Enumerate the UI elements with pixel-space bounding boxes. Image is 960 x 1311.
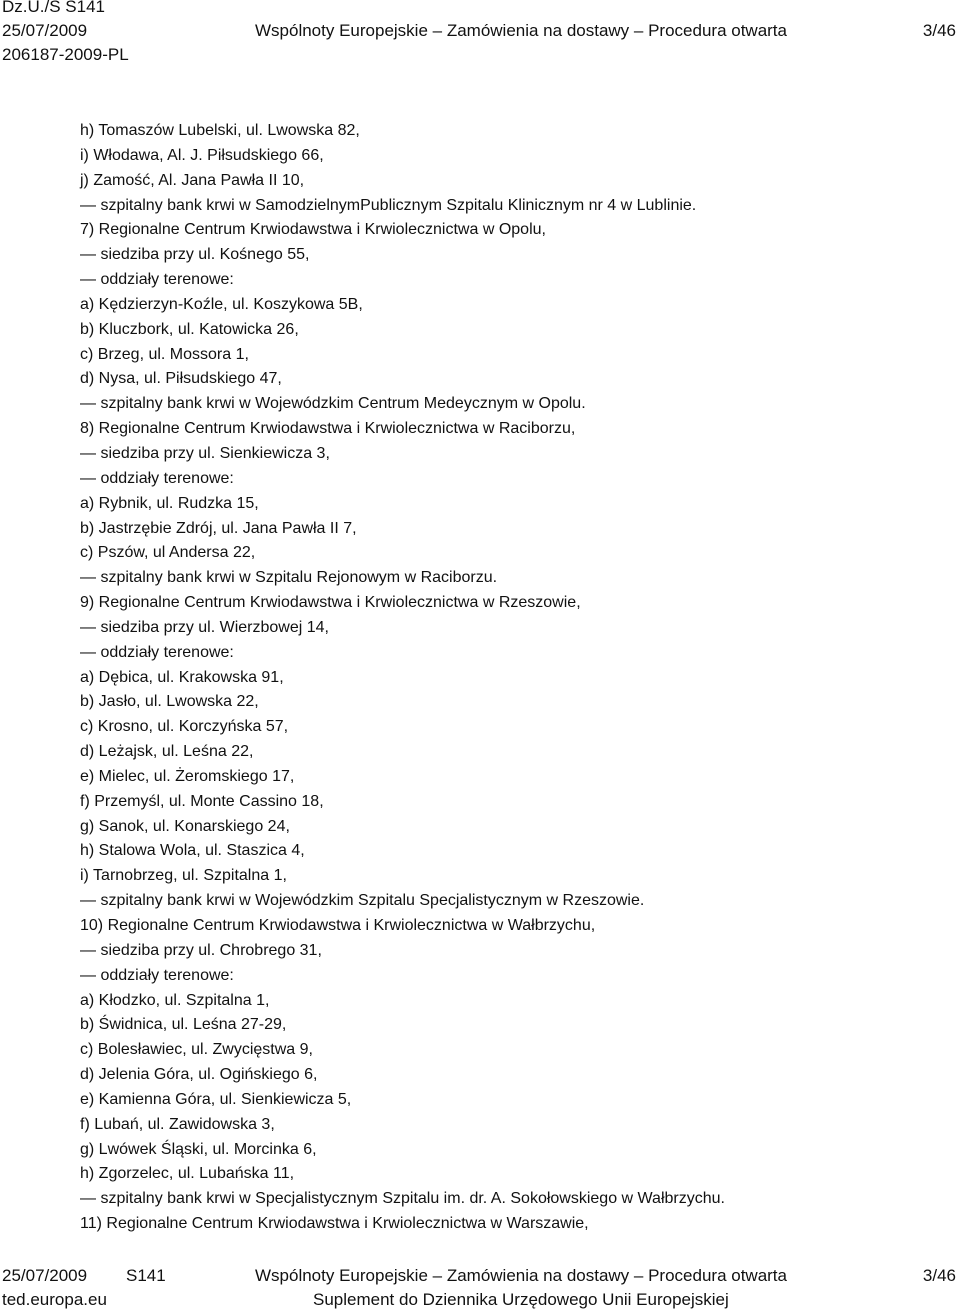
text-line: d) Leżajsk, ul. Leśna 22, xyxy=(80,743,254,761)
text-line: 11) Regionalne Centrum Krwiodawstwa i Krwiolecznictwa w Warszawie, xyxy=(80,1215,589,1233)
text-line: g) Lwówek Śląski, ul. Morcinka 6, xyxy=(80,1140,317,1158)
text-line: h) Stalowa Wola, ul. Staszica 4, xyxy=(80,842,305,860)
text-line: g) Sanok, ul. Konarskiego 24, xyxy=(80,817,290,835)
text-line: — szpitalny bank krwi w Szpitalu Rejonowym w Raciborzu. xyxy=(80,569,498,587)
footer-site-link[interactable]: ted.europa.eu xyxy=(2,1290,107,1309)
header-page-number: 3/46 xyxy=(922,21,956,40)
text-line: b) Świdnica, ul. Leśna 27-29, xyxy=(80,1016,287,1034)
text-line: b) Kluczbork, ul. Katowicka 26, xyxy=(80,320,299,338)
text-line: f) Przemyśl, ul. Monte Cassino 18, xyxy=(80,792,324,810)
text-line: a) Kędzierzyn-Koźle, ul. Koszykowa 5B, xyxy=(80,295,363,313)
document-body xyxy=(80,119,940,1237)
text-line: e) Kamienna Góra, ul. Sienkiewicza 5, xyxy=(80,1090,352,1108)
page-footer xyxy=(0,1264,960,1311)
text-line: h) Zgorzelec, ul. Lubańska 11, xyxy=(80,1165,295,1183)
text-line: b) Jasło, ul. Lwowska 22, xyxy=(80,693,259,711)
text-line: — oddziały terenowe: xyxy=(80,271,234,289)
text-line: — siedziba przy ul. Sienkiewicza 3, xyxy=(80,444,330,462)
footer-date: 25/07/2009 xyxy=(2,1266,88,1285)
text-line: c) Krosno, ul. Korczyńska 57, xyxy=(80,718,289,736)
text-line: d) Jelenia Góra, ul. Ogińskiego 6, xyxy=(80,1066,318,1084)
header-title: Wspólnoty Europejskie – Zamówienia na dostawy – Procedura otwarta xyxy=(255,21,787,40)
text-line: 7) Regionalne Centrum Krwiodawstwa i Krwiolecznictwa w Opolu, xyxy=(80,221,546,239)
text-line: — siedziba przy ul. Kośnego 55, xyxy=(80,246,310,264)
text-line: — oddziały terenowe: xyxy=(80,469,234,487)
page-header xyxy=(0,0,960,70)
text-line: c) Pszów, ul Andersa 22, xyxy=(80,544,256,562)
text-line: a) Rybnik, ul. Rudzka 15, xyxy=(80,494,259,512)
footer-section: S141 xyxy=(126,1266,166,1285)
text-line: 8) Regionalne Centrum Krwiodawstwa i Krwiolecznictwa w Raciborzu, xyxy=(80,420,576,438)
text-line: — siedziba przy ul. Chrobrego 31, xyxy=(80,941,322,959)
text-line: d) Nysa, ul. Piłsudskiego 47, xyxy=(80,370,282,388)
text-line: b) Jastrzębie Zdrój, ul. Jana Pawła II 7, xyxy=(80,519,357,537)
footer-page-number: 3/46 xyxy=(922,1266,956,1285)
text-line: — szpitalny bank krwi w Wojewódzkim Centrum Medeycznym w Opolu. xyxy=(80,395,586,413)
text-line: e) Mielec, ul. Żeromskiego 17, xyxy=(80,767,295,785)
header-date: 25/07/2009 xyxy=(2,21,88,40)
text-line: — oddziały terenowe: xyxy=(80,966,234,984)
text-line: a) Kłodzko, ul. Szpitalna 1, xyxy=(80,991,270,1009)
text-line: — szpitalny bank krwi w SamodzielnymPublicznym Szpitalu Klinicznym nr 4 w Lublinie. xyxy=(80,196,697,214)
text-line: — siedziba przy ul. Wierzbowej 14, xyxy=(80,618,329,636)
text-line: j) Zamość, Al. Jana Pawła II 10, xyxy=(80,171,305,189)
text-line: 9) Regionalne Centrum Krwiodawstwa i Krwiolecznictwa w Rzeszowie, xyxy=(80,594,581,612)
document-number: 206187-2009-PL xyxy=(2,45,129,64)
journal-reference: Dz.U./S S141 xyxy=(2,0,105,16)
text-line: i) Włodawa, Al. J. Piłsudskiego 66, xyxy=(80,146,324,164)
text-line: — szpitalny bank krwi w Specjalistycznym Szpitalu im. dr. A. Sokołowskiego w Wałbrzychu. xyxy=(80,1190,725,1208)
footer-title: Wspólnoty Europejskie – Zamówienia na dostawy – Procedura otwarta xyxy=(255,1266,787,1285)
text-line: a) Dębica, ul. Krakowska 91, xyxy=(80,668,284,686)
text-line: i) Tarnobrzeg, ul. Szpitalna 1, xyxy=(80,867,287,885)
text-line: 10) Regionalne Centrum Krwiodawstwa i Krwiolecznictwa w Wałbrzychu, xyxy=(80,917,596,934)
footer-supplement: Suplement do Dziennika Urzędowego Unii Europejskiej xyxy=(313,1290,729,1309)
text-line: c) Bolesławiec, ul. Zwycięstwa 9, xyxy=(80,1041,313,1059)
text-line: — oddziały terenowe: xyxy=(80,643,234,661)
text-line: c) Brzeg, ul. Mossora 1, xyxy=(80,345,249,363)
text-line: — szpitalny bank krwi w Wojewódzkim Szpitalu Specjalistycznym w Rzeszowie. xyxy=(80,892,645,910)
text-line: f) Lubań, ul. Zawidowska 3, xyxy=(80,1115,275,1133)
text-line: h) Tomaszów Lubelski, ul. Lwowska 82, xyxy=(80,122,360,139)
